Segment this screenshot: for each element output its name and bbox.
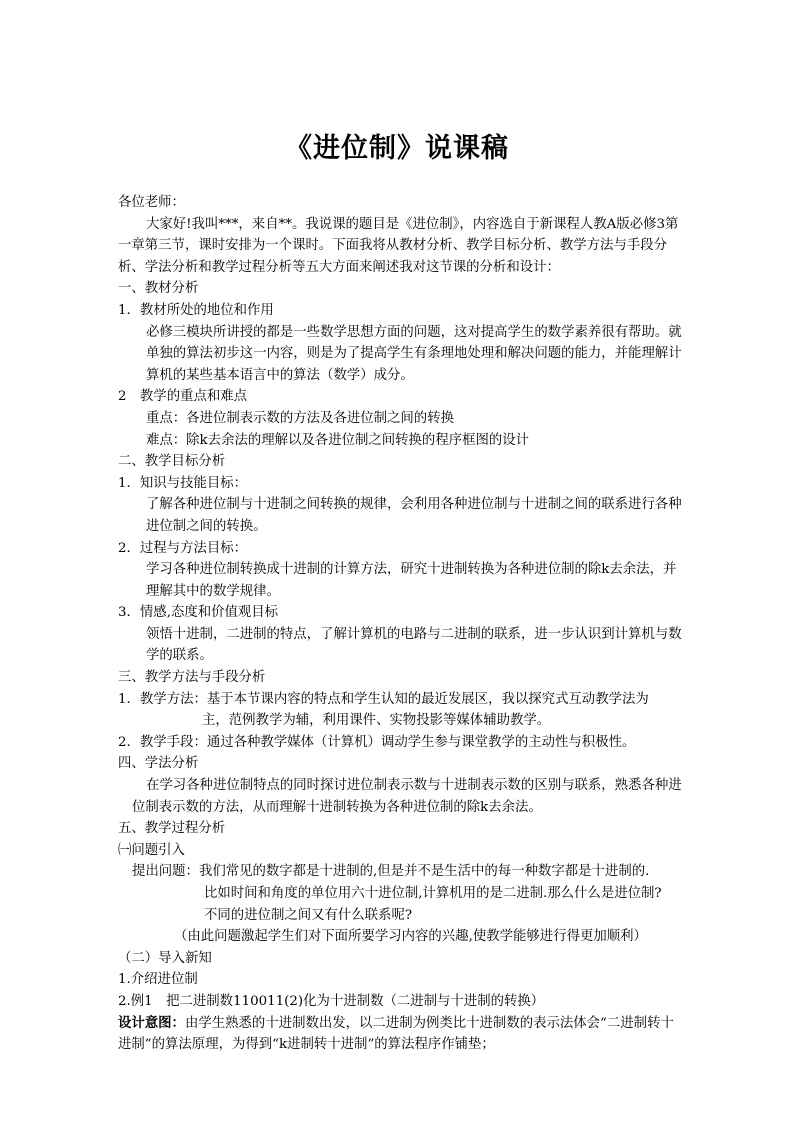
design-intent-label: 设计意图： [118, 1014, 185, 1031]
page-title: 《进位制》说课稿 [285, 133, 509, 164]
intro-paragraph: 大家好!我叫***，来自**。我说课的题目是《进位制》，内容选自于新课程人教A版必修3第一章第三节，课时安排为一个课时。下面我将从教材分析、教学目标分析、教学方法与手段分析、学法分析和教学过程分析等五大方面来阐述我对这节课的分析和设计： [118, 216, 679, 275]
question-line-3: 不同的进位制之间又有什么联系呢? [204, 907, 413, 923]
means-line: 2．教学手段：通过各种教学媒体（计算机）调动学生参与课堂教学的主动性与积极性。 [118, 734, 636, 750]
learning-method-body: 在学习各种进位制特点的同时探讨进位制表示数与十进制表示数的区别与联系，熟悉各种进位制表示数的方法，从而理解十进制转换为各种进位制的除k去余法。 [132, 778, 682, 815]
greeting: 各位老师： [118, 195, 185, 210]
difficult-point: 难点：除k去余法的理解以及各进位制之间转换的程序框图的设计 [146, 432, 530, 448]
section-4-heading: 四、学法分析 [118, 756, 199, 772]
design-intent [118, 1013, 684, 1056]
section-1-item-1-title: 1．教材所处的地位和作用 [118, 302, 274, 318]
goal-1-title: 1．知识与技能目标： [118, 475, 248, 491]
key-point: 重点：各进位制表示数的方法及各进位制之间的转换 [146, 410, 454, 426]
section-5-heading: 五、教学过程分析 [118, 821, 226, 837]
design-intent-body: 由学生熟悉的十进制数出发，以二进制为例类比十进制数的表示法体会“二进制转十进制”的算法原理，为得到“k进制转十进制”的算法程序作铺垫； [118, 1015, 674, 1053]
subsection-2-heading: （二）导入新知 [118, 950, 212, 966]
question-line-1: 提出问题：我们常见的数字都是十进制的,但是并不是生活中的每一种数字都是十进制的. [132, 864, 650, 880]
question-line-2: 比如时间和角度的单位用六十进位制,计算机用的是二进制.那么什么是进位制? [204, 886, 662, 901]
section-3-heading: 三、教学方法与手段分析 [118, 670, 266, 686]
section-1-heading: 一、教材分析 [118, 281, 199, 297]
document-body [118, 192, 684, 1056]
goal-1-body: 了解各种进位制与十进制之间转换的规律，会利用各种进位制与十进制之间的联系进行各种进位制之间的转换。 [146, 497, 682, 534]
method-line-2: 主，范例教学为辅，利用课件、实物投影等媒体辅助教学。 [202, 713, 551, 729]
question-note: （由此问题激起学生们对下面所要学习内容的兴趣,使教学能够进行得更加顺利） [174, 929, 647, 945]
subsection-1-heading: ㈠问题引入 [118, 842, 185, 858]
section-1-item-1-body: 必修三模块所讲授的都是一些数学思想方面的问题，这对提高学生的数学素养很有帮助。就单独的算法初步这一内容，则是为了提高学生有条理地处理和解决问题的能力，并能理解计算机的某些基本语言中的算法（数学）成分。 [146, 324, 682, 383]
section-1-item-2-title: 2 教学的重点和难点 [118, 389, 248, 405]
goal-2-title: 2．过程与方法目标： [118, 540, 248, 556]
goal-3-title: 3．情感,态度和价值观目标 [118, 605, 279, 621]
section-2-heading: 二、教学目标分析 [118, 454, 226, 470]
new-knowledge-1: 1.介绍进位制 [118, 972, 198, 988]
example-1: 2.例1 把二进制数110011(2)化为十进制数（二进制与十进制的转换） [118, 993, 545, 1009]
method-line-1: 1．教学方法：基于本节课内容的特点和学生认知的最近发展区，我以探究式互动教学法为 [118, 691, 649, 707]
goal-2-body: 学习各种进位制转换成十进制的计算方法，研究十进制转换为各种进位制的除k去余法，并理解其中的数学规律。 [146, 562, 677, 599]
goal-3-body: 领悟十进制，二进制的特点，了解计算机的电路与二进制的联系，进一步认识到计算机与数学的联系。 [146, 626, 682, 664]
